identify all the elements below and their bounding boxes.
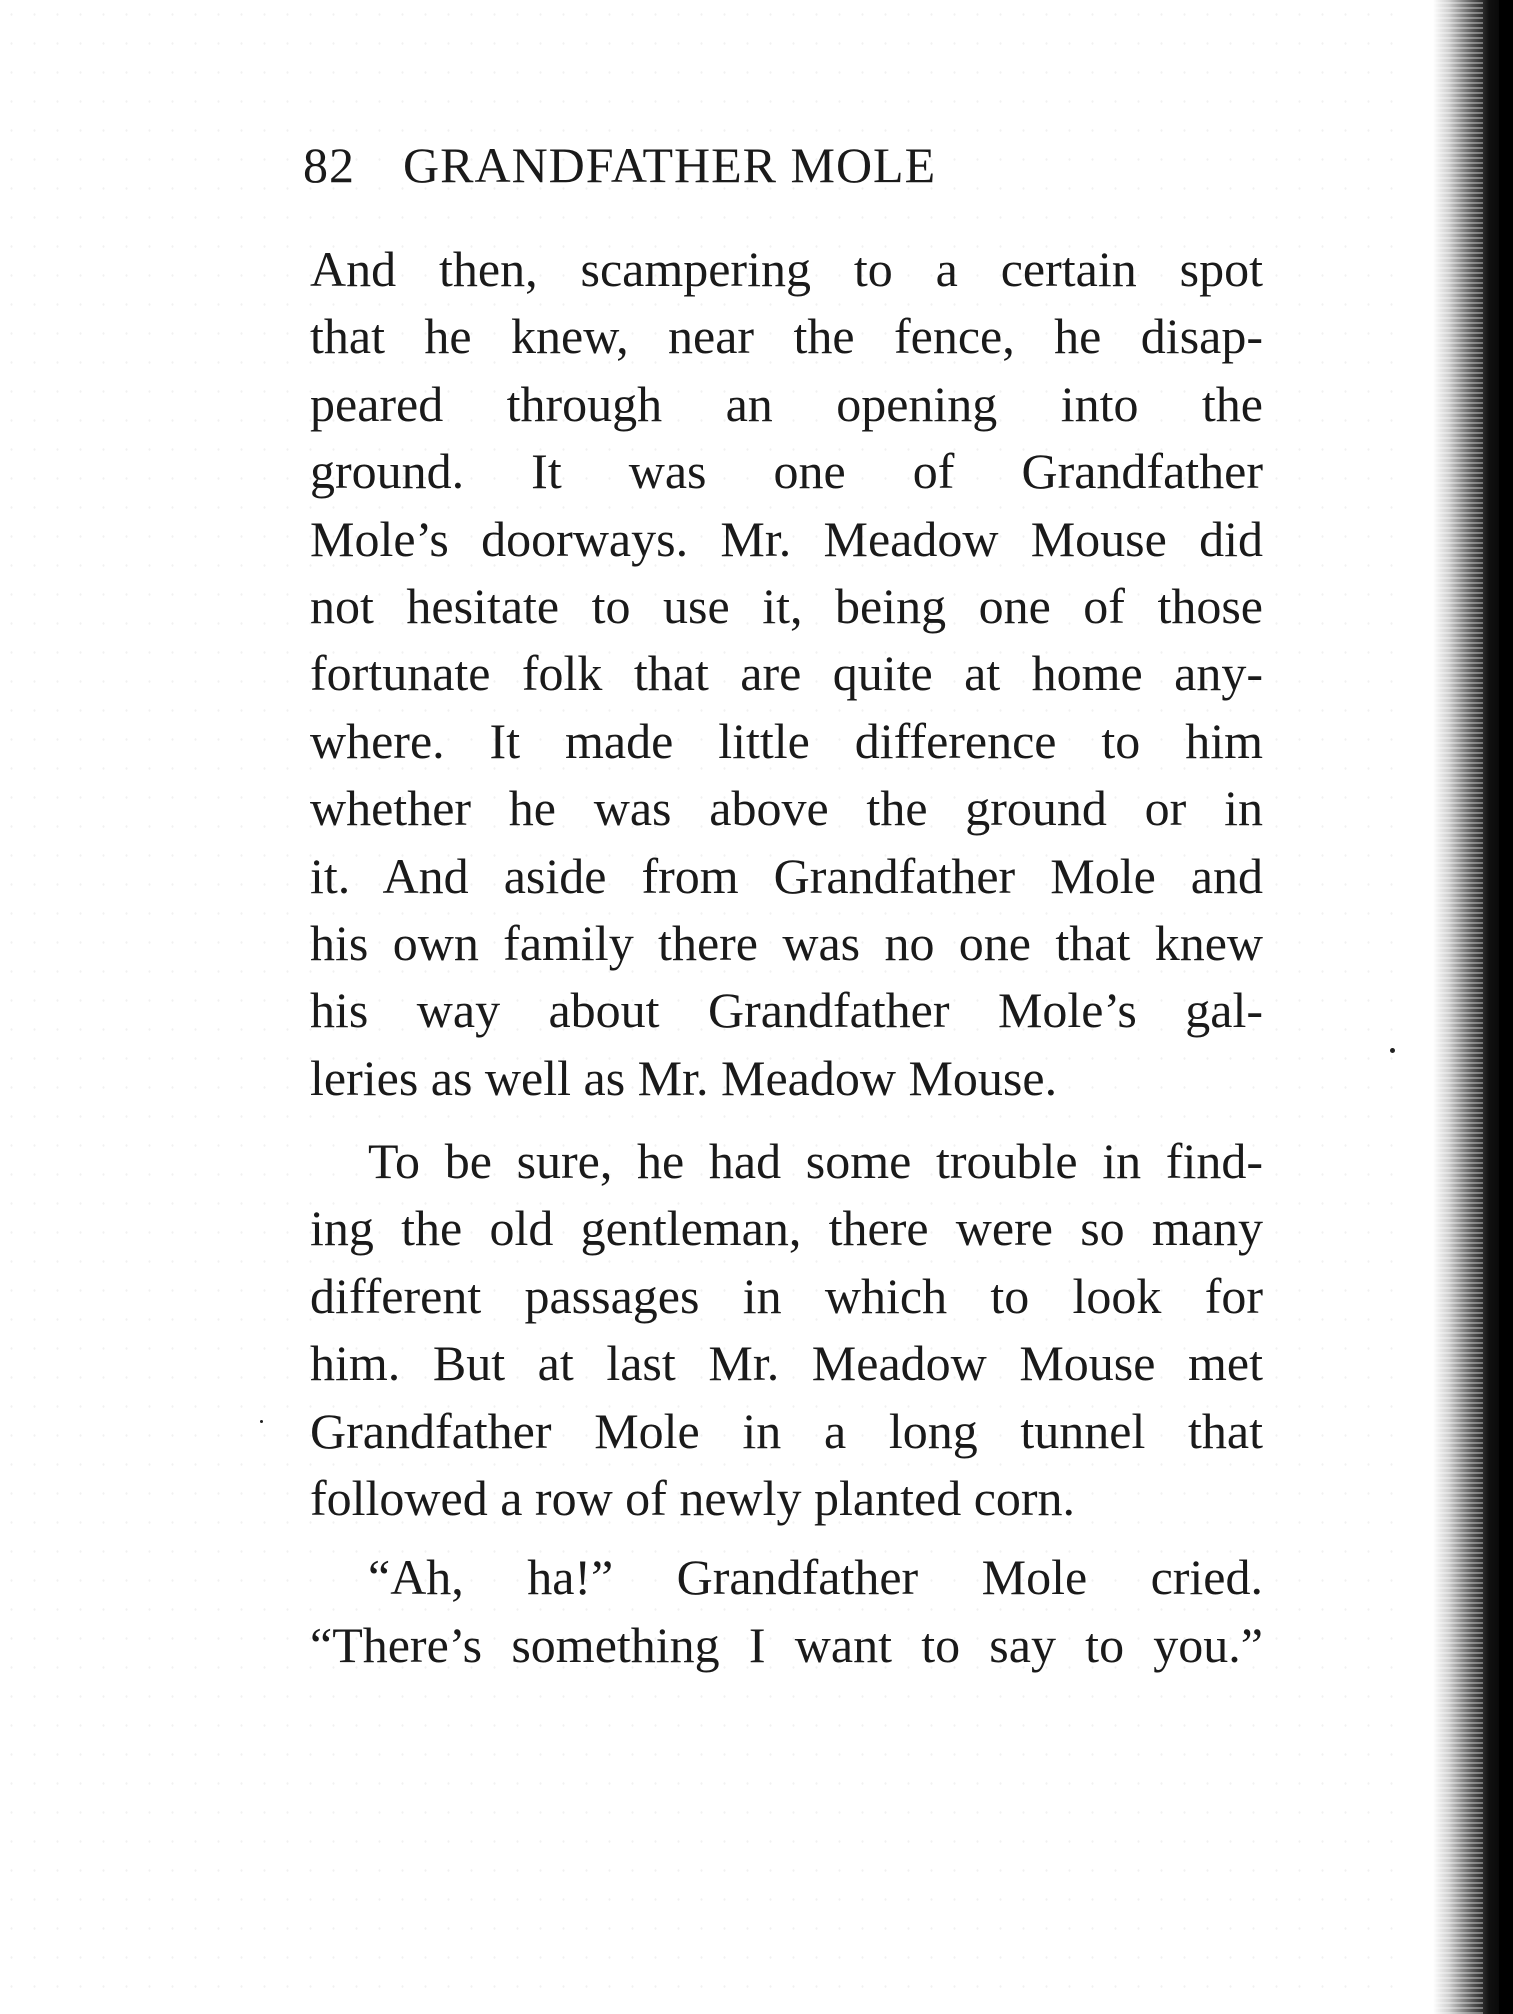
text-line: leries as well as Mr. Meadow Mouse. — [310, 1049, 1058, 1106]
text-line: that he knew, near the fence, he disap- — [310, 308, 1263, 365]
text-line: it. And aside from Grandfather Mole and — [310, 847, 1263, 904]
text-line: whether he was above the ground or in — [310, 780, 1263, 837]
text-line: where. It made little difference to him — [310, 712, 1263, 769]
page-number: 82 — [303, 137, 355, 193]
text-line: him. But at last Mr. Meadow Mouse met — [310, 1335, 1263, 1392]
text-line: To be sure, he had some trouble in find- — [368, 1133, 1263, 1190]
text-line: And then, scampering to a certain spot — [310, 241, 1263, 297]
ink-speck — [260, 1420, 263, 1423]
text-line: “Ah, ha!” Grandfather Mole cried. — [368, 1549, 1263, 1606]
running-head — [303, 136, 1103, 194]
text-line: different passages in which to look for — [310, 1267, 1263, 1324]
text-line: Mole’s doorways. Mr. Meadow Mouse did — [310, 510, 1263, 567]
spine-texture — [1428, 0, 1483, 2014]
text-line: his own family there was no one that knew — [310, 914, 1263, 971]
text-line: ground. It was one of Grandfather — [310, 443, 1263, 500]
text-line: Grandfather Mole in a long tunnel that — [310, 1402, 1263, 1459]
text-line: not hesitate to use it, being one of those — [310, 577, 1263, 634]
paragraph — [310, 1544, 1263, 1679]
text-line: his way about Grandfather Mole’s gal- — [310, 982, 1263, 1039]
text-line: peared through an opening into the — [310, 375, 1263, 432]
text-line: “There’s something I want to say to you.” — [310, 1616, 1263, 1673]
ink-speck — [1390, 1048, 1395, 1053]
paragraph — [310, 1128, 1263, 1532]
text-line: ing the old gentleman, there were so many — [310, 1200, 1263, 1257]
body-text — [310, 236, 1263, 1679]
spine-edge — [1499, 0, 1513, 2014]
text-line: fortunate folk that are quite at home any- — [310, 645, 1263, 702]
text-line: followed a row of newly planted corn. — [310, 1470, 1076, 1527]
book-title: GRANDFATHER MOLE — [403, 137, 937, 193]
paragraph — [310, 236, 1263, 1112]
